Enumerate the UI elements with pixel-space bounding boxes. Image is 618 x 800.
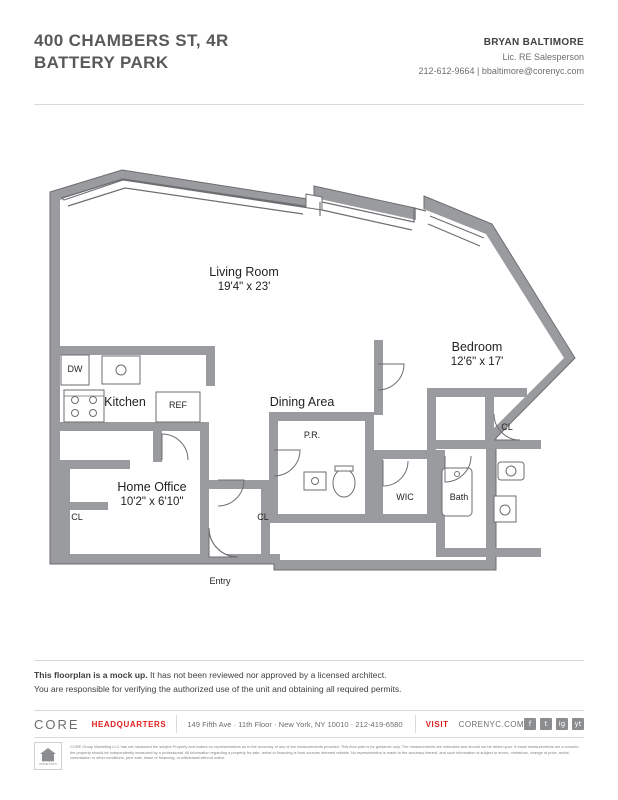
footer-divider-1 xyxy=(176,715,177,733)
room-label-bath: Bath xyxy=(449,492,469,502)
room-label-home-office: Home Office 10'2" x 6'10" xyxy=(117,480,187,508)
plan-geometry xyxy=(22,150,596,620)
page-title-line2: BATTERY PARK xyxy=(34,53,169,72)
room-label-bedroom: Bedroom 12'6" x 17' xyxy=(450,340,504,368)
room-label-kitchen: Kitchen xyxy=(104,395,146,409)
room-label-wic: WIC xyxy=(396,492,414,502)
social-links xyxy=(524,718,584,730)
footer-bar xyxy=(34,710,584,738)
legal-text: CORE Group Marketing LLC has not measured the subject Property and makes no representations as to the accuracy of any of the measurements provided. This floor plan is for guidance only. The measurements are estimates and should not be relied upon. If exact measurements are a concern, the property should be independently measured by a professional. All information regarding a property for sale, rental or financing is from sources deemed reliable. No representation is made to the accuracy thereof, and such information is subject to errors, omissions, change of price, rental, commission or other conditions, prior sale, lease or financing, or withdrawal without notice. xyxy=(70,744,580,761)
room-label-closet-bedroom: CL xyxy=(501,422,513,432)
footer-headquarters-label: HEADQUARTERS xyxy=(91,719,167,729)
footer-visit-label: VISIT xyxy=(425,719,449,729)
disclaimer xyxy=(34,668,584,696)
agent-contact: 212-612-9664 | bbaltimore@corenyc.com xyxy=(418,66,584,76)
disclaimer-bold: This floorplan is a mock up. xyxy=(34,670,148,680)
room-label-dishwasher: DW xyxy=(67,364,83,374)
agent-name: BRYAN BALTIMORE xyxy=(483,37,584,48)
room-label-living-room: Living Room 19'4" x 23' xyxy=(209,265,279,293)
footer-website-link[interactable]: CORENYC.COM xyxy=(458,719,524,729)
bath-toilet xyxy=(494,496,516,522)
pr-sink xyxy=(304,472,326,490)
room-label-closet-office: CL xyxy=(71,512,83,522)
toilet-fixture xyxy=(333,469,355,497)
disclaimer-divider xyxy=(34,660,584,661)
agent-title: Lic. RE Salesperson xyxy=(502,52,584,62)
header xyxy=(34,30,584,100)
disclaimer-line2: You are responsible for verifying the authorized use of the unit and obtaining all required permits. xyxy=(34,684,402,694)
footer-divider-2 xyxy=(415,715,416,733)
footer-address: 149 Fifth Ave · 11th Floor · New York, NY 10010 · 212-419-6580 xyxy=(187,719,403,729)
floorplan-svg xyxy=(22,150,596,620)
floorplan-drawing xyxy=(22,150,596,620)
room-label-refrigerator: REF xyxy=(169,400,187,410)
room-label-dining-area: Dining Area xyxy=(269,395,335,409)
twitter-icon[interactable]: t xyxy=(540,718,552,730)
agent-info xyxy=(418,35,584,78)
bath-sink xyxy=(498,462,524,480)
instagram-icon[interactable]: ig xyxy=(556,718,568,730)
core-logo: CORE xyxy=(34,716,80,732)
room-label-closet-entry: CL xyxy=(257,512,269,522)
youtube-icon[interactable]: yt xyxy=(572,718,584,730)
header-divider xyxy=(34,104,584,105)
page-title-line1: 400 CHAMBERS ST, 4R xyxy=(34,31,229,50)
legal-block xyxy=(34,742,584,770)
disclaimer-rest: It has not been reviewed nor approved by a licensed architect. xyxy=(147,670,387,680)
room-label-powder-room: P.R. xyxy=(303,430,321,440)
room-label-entry: Entry xyxy=(209,576,231,586)
facebook-icon[interactable]: f xyxy=(524,718,536,730)
equal-housing-opportunity-icon: EQUAL HOUSING OPPORTUNITY xyxy=(34,742,62,770)
